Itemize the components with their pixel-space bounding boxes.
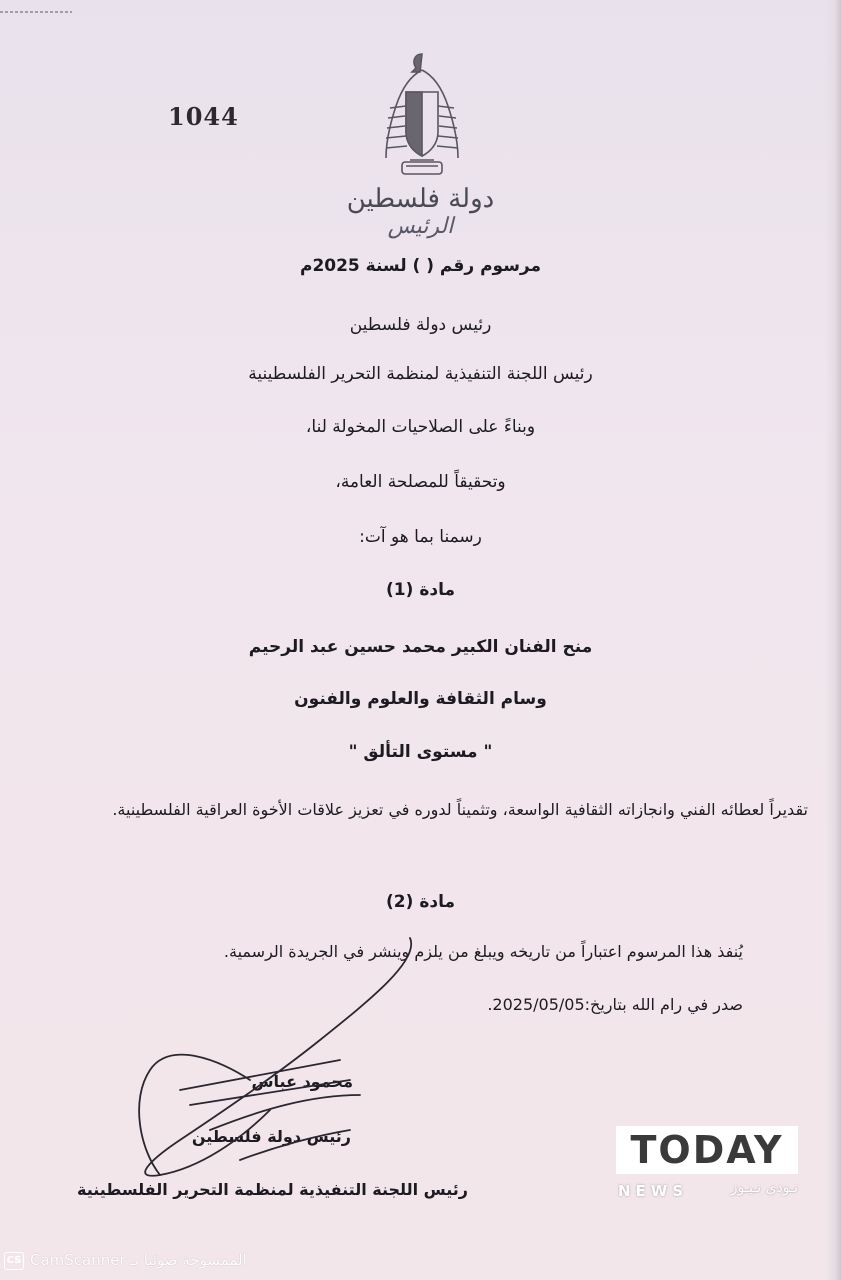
- grant-line-2: وسام الثقافة والعلوم والفنون: [294, 689, 547, 709]
- issued-date-line: صدر في رام الله بتاريخ:2025/05/05.: [487, 995, 743, 1014]
- decreed-line: رسمنا بما هو آت:: [359, 527, 482, 547]
- watermark-arabic: تـودي نـيـوز: [730, 1180, 798, 1196]
- plo-committee-line: رئيس اللجنة التنفيذية لمنظمة التحرير الفلسطينية: [248, 364, 593, 384]
- header-decoration: [0, 9, 72, 15]
- decree-number: مرسوم رقم ( ) لسنة 2025م: [299, 256, 542, 276]
- public-interest-line: وتحقيقاً للمصلحة العامة،: [335, 472, 506, 492]
- signatory-title-1: رئيس دولة فلسطين: [191, 1127, 351, 1146]
- grant-line-3: " مستوى التألق ": [348, 742, 493, 762]
- article-2-text: يُنفذ هذا المرسوم اعتباراً من تاريخه ويبلغ من يلزم وينشر في الجريدة الرسمية.: [223, 942, 743, 961]
- camscanner-icon: CS: [4, 1252, 24, 1270]
- today-news-watermark: [616, 1124, 798, 1204]
- article-1-paragraph: تقديراً لعطائه الفني وانجازاته الثقافية الواسعة، وتثميناً لدوره في تعزيز علاقات الأخوة العراقية الفلسطينية.: [112, 800, 808, 819]
- signatory-name: محمود عباس: [251, 1072, 353, 1091]
- signatory-title-2: رئيس اللجنة التنفيذية لمنظمة التحرير الفلسطينية: [76, 1180, 468, 1199]
- serial-number: 1044: [168, 102, 239, 131]
- state-name-heading: دولة فلسطين: [346, 184, 495, 214]
- president-script-heading: الرئيس: [387, 214, 454, 239]
- camscanner-text: الممسوحة ضوئيا بـ CamScanner: [30, 1251, 247, 1269]
- based-on-powers-line: وبناءً على الصلاحيات المخولة لنا،: [305, 417, 536, 437]
- article-1-title: مادة (1): [386, 580, 455, 600]
- grant-line-1: منح الفنان الكبير محمد حسين عبد الرحيم: [248, 637, 593, 657]
- watermark-news: NEWS: [618, 1182, 689, 1200]
- watermark-brand: TODAY: [630, 1128, 784, 1172]
- article-2-title: مادة (2): [386, 892, 455, 912]
- president-of-state-line: رئيس دولة فلسطين: [349, 315, 492, 335]
- handwritten-signature: [120, 930, 450, 1190]
- eagle-of-saladin-icon: [372, 48, 472, 180]
